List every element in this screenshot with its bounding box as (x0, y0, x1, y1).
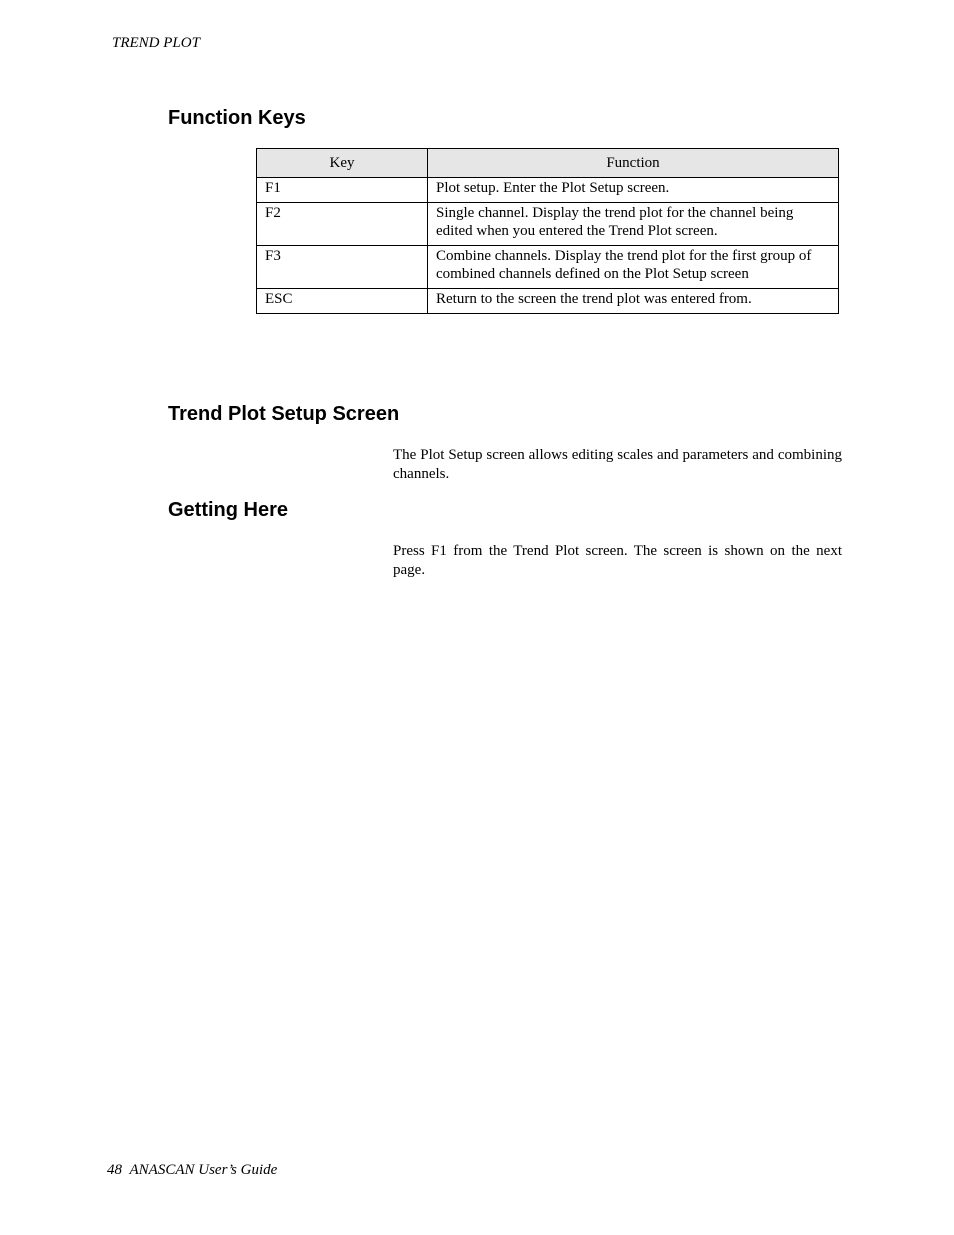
function-keys-table (256, 148, 839, 314)
function-cell: Single channel. Display the trend plot for the channel being edited when you entered the Trend Plot screen. (428, 203, 839, 246)
function-cell: Plot setup. Enter the Plot Setup screen. (428, 178, 839, 203)
function-cell: Return to the screen the trend plot was entered from. (428, 289, 839, 314)
running-header: TREND PLOT (112, 35, 200, 51)
page-number: 48 (107, 1162, 122, 1178)
key-cell: F1 (257, 178, 428, 203)
function-cell: Combine channels. Display the trend plot for the first group of combined channels defined on the Plot Setup screen (428, 246, 839, 289)
column-header-function: Function (428, 149, 839, 178)
getting-here-heading: Getting Here (168, 499, 289, 521)
table-row (257, 289, 839, 314)
function-keys-heading: Function Keys (168, 107, 306, 129)
table-row (257, 203, 839, 246)
table-row (257, 246, 839, 289)
guide-title: ANASCAN User’s Guide (129, 1162, 278, 1178)
column-header-key: Key (257, 149, 428, 178)
key-cell: F2 (257, 203, 428, 246)
running-footer (107, 1162, 277, 1179)
table-row (257, 178, 839, 203)
key-cell: ESC (257, 289, 428, 314)
table-header-row (257, 149, 839, 178)
setup-screen-heading: Trend Plot Setup Screen (168, 403, 400, 425)
key-cell: F3 (257, 246, 428, 289)
getting-here-paragraph: Press F1 from the Trend Plot screen. The screen is shown on the next page. (393, 543, 842, 578)
setup-screen-paragraph: The Plot Setup screen allows editing scales and parameters and combining channels. (393, 447, 842, 482)
